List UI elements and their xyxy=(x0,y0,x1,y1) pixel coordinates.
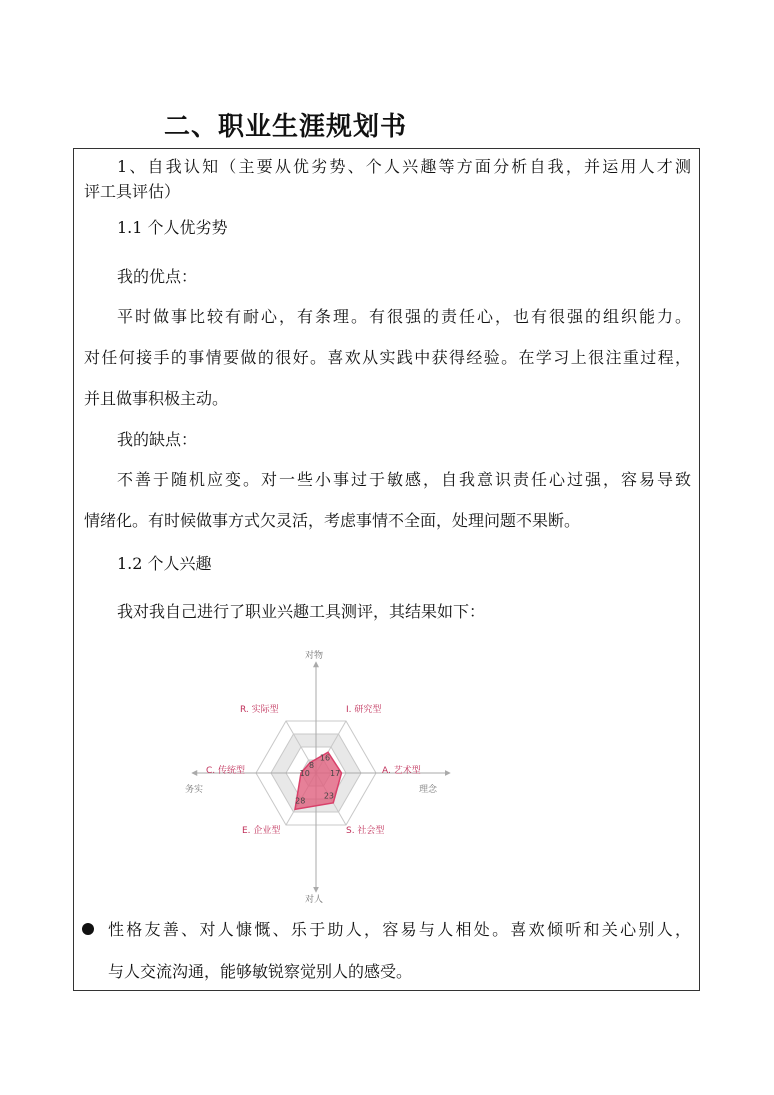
weaknesses-label: 我的缺点： xyxy=(117,430,198,449)
axis-label-i: I. 研究型 xyxy=(346,705,382,715)
quadrant-label-top: 对物 xyxy=(304,651,324,661)
strengths-line-3: 并且做事积极主动。 xyxy=(84,389,229,408)
quadrant-label-right: 理念 xyxy=(418,785,438,795)
axis-label-a: A. 艺术型 xyxy=(382,766,421,776)
axis-label-e: E. 企业型 xyxy=(242,826,281,836)
radar-value-label: 16 xyxy=(319,753,331,763)
radar-value-label: 8 xyxy=(308,761,315,771)
radar-value-label: 17 xyxy=(330,769,341,778)
axis-label-r: R. 实际型 xyxy=(240,705,279,715)
strengths-line-1: 平时做事比较有耐心，有条理。有很强的责任心，也有很强的组织能力。 xyxy=(117,307,691,326)
axis-label-c: C. 传统型 xyxy=(206,766,246,776)
holland-radar-chart xyxy=(180,640,460,910)
radar-value-label: 28 xyxy=(295,796,306,806)
weaknesses-line-2: 情绪化。有时候做事方式欠灵活，考虑事情不全面，处理问题不果断。 xyxy=(84,511,581,530)
section-1-heading-line-2: 评工具评估） xyxy=(84,182,181,201)
radar-value-label: 10 xyxy=(299,769,310,778)
page-title: 二、职业生涯规划书 xyxy=(164,112,408,142)
personality-bullet-line-2: 与人交流沟通，能够敏锐察觉别人的感受。 xyxy=(108,962,413,981)
quadrant-label-bottom: 对人 xyxy=(304,895,324,905)
strengths-line-2: 对任何接手的事情要做的很好。喜欢从实践中获得经验。在学习上很注重过程， xyxy=(84,348,691,367)
axis-label-s: S. 社会型 xyxy=(346,826,385,836)
quadrant-label-left: 务实 xyxy=(184,785,204,795)
section-1-1-heading: 1.1 个人优劣势 xyxy=(117,218,228,237)
interest-test-intro: 我对我自己进行了职业兴趣工具测评，其结果如下： xyxy=(117,602,486,621)
bullet-dot xyxy=(82,923,94,935)
section-1-2-heading: 1.2 个人兴趣 xyxy=(117,554,212,573)
strengths-label: 我的优点： xyxy=(117,267,198,286)
section-1-heading-line-1: 1、自我认知（主要从优劣势、个人兴趣等方面分析自我，并运用人才测 xyxy=(117,157,691,176)
radar-value-label: 23 xyxy=(323,791,335,801)
weaknesses-line-1: 不善于随机应变。对一些小事过于敏感，自我意识责任心过强，容易导致 xyxy=(117,470,691,489)
personality-bullet-line-1: 性格友善、对人慷慨、乐于助人，容易与人相处。喜欢倾听和关心别人， xyxy=(108,920,691,939)
